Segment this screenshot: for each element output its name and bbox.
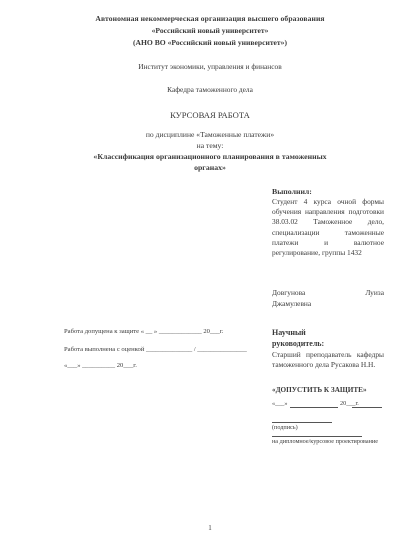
admit-date-left: «___» [272,400,288,407]
topic-label: на тему: [196,141,224,150]
supervisor-title [272,327,384,349]
header-line-2: «Российский новый университет» [151,26,269,35]
admit-date-line [290,407,338,408]
supervisor-title-line-2: руководитель: [272,339,325,348]
header-line-1: Автономная некоммерческая организация высшего образования [95,14,325,23]
doc-type-title: КУРСОВАЯ РАБОТА [170,110,250,120]
admit-sign-line [272,422,332,423]
topic-line-1: «Классификация организационного планирования в таможенных [93,152,327,161]
discipline-line: по дисциплине «Таможенные платежи» [145,130,275,139]
admit-title: «ДОПУСТИТЬ К ЗАЩИТЕ» [272,386,367,394]
graded-field: Работа выполнена с оценкой ______________ / _______________ [64,346,247,353]
page-number: 1 [208,524,212,532]
admit-date-right: 20___г. [340,400,359,407]
executor-patronymic: Джамулевна [272,299,312,308]
executor-firstname: Луиза [365,288,384,297]
executor-surname: Довгунова [272,288,306,297]
date-field: «___» __________ 20___г. [64,362,137,369]
header-line-3: (АНО ВО «Российский новый университет») [133,38,287,47]
supervisor-text: Старший преподаватель кафедры таможенного дела Русакова Н.Н. [272,350,384,370]
admit-order-line [272,436,362,437]
admit-sign-label: (подпись) [272,424,298,431]
supervisor-title-line-1: Научный [272,328,306,337]
institute-line: Институт экономики, управления и финансов [138,62,282,71]
executor-text: Студент 4 курса очной формы обучения направления подготовки 38.03.02 Таможенное дело, специализации таможенные платежи и валютное регулирование, группы 1432 [272,197,384,258]
department-line: Кафедра таможенного дела [167,85,253,94]
topic-line-2: органах» [194,163,226,172]
submitted-field: Работа допущена к защите « __ » _____________ 20___г. [64,328,224,335]
admit-year-line [352,407,382,408]
executor-name-row [272,288,384,297]
executor-title: Выполнил: [272,187,312,196]
admit-order-label: на дипломное/курсовое проектирование [272,438,378,445]
